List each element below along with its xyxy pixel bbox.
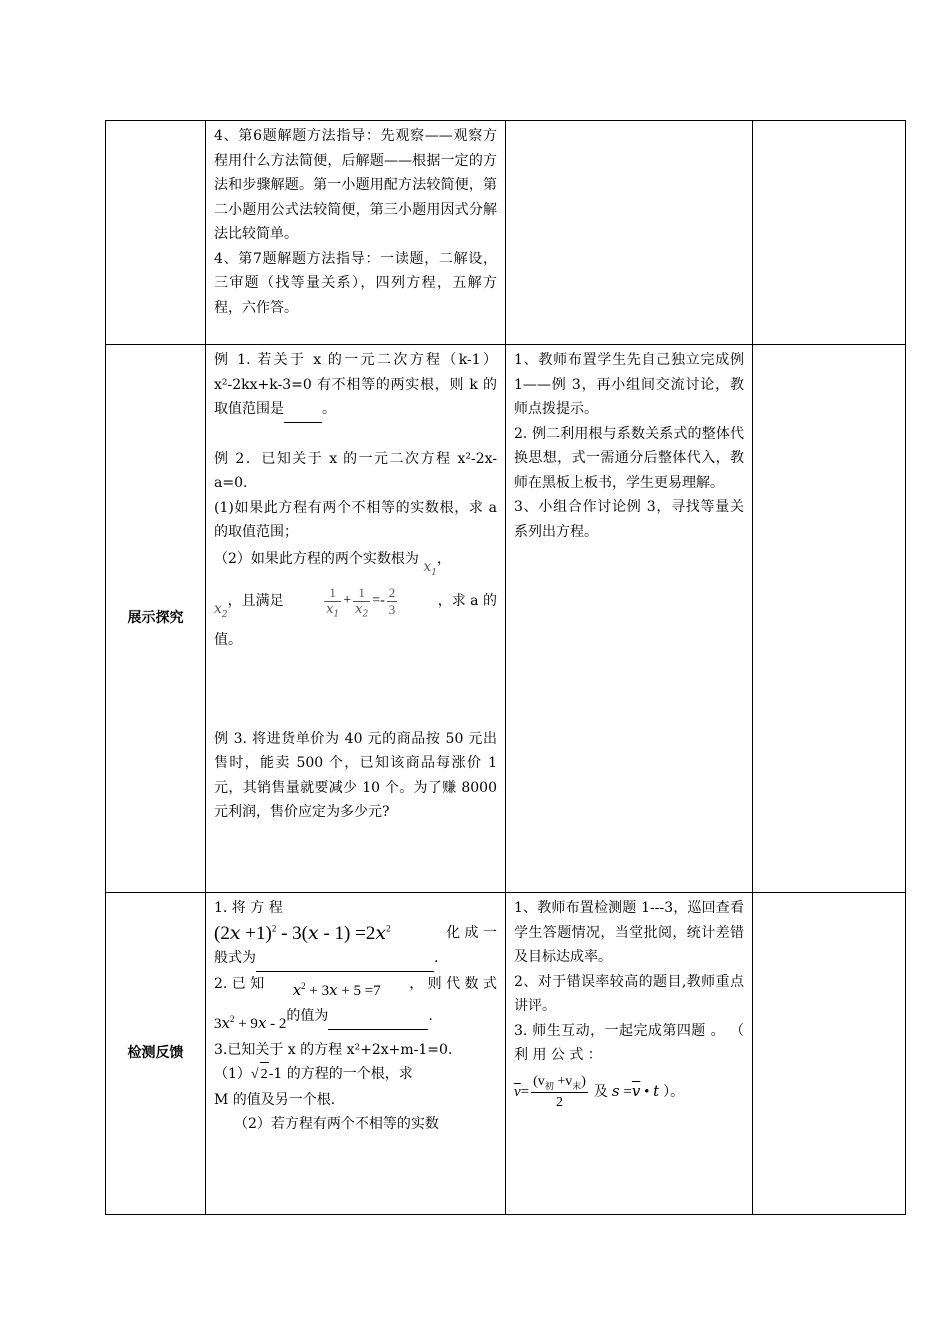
given-equation: $x^2 + 3x + 5 =7$ [292,980,381,999]
question-3-part1b: M 的值及另一个根. [214,1091,336,1108]
question-3-part2: （2）若方程有两个不相等的实数 [234,1116,439,1132]
question-3-intro: 3.已知关于 x 的方程 x²+2x+m-1=0. [214,1041,453,1058]
example-2-condition: $x_2$，且满足 $\frac{1}{x_1}$ + $\frac{1}{x_2}$ =- $\frac{2}{3}$ ，求 a 的 [214,585,497,621]
row-label-display: 展示探究 [106,345,206,893]
example-2-intro: 例 2．已知关于 x 的一元二次方程 x²-2x-a=0. [214,450,497,491]
content-cell [206,345,506,893]
label-cell-empty [106,121,206,345]
content-cell [206,121,506,345]
expression: $3x^2 + 9x - 2$ [214,1014,287,1032]
equation-display: $(2x +1)^2 - 3(x - 1) =2x^2$ [214,921,391,944]
notes-cell [753,893,906,1215]
teacher-step-1: 1、教师布置学生先自己独立完成例 1——例 3，再小组间交流讨论，教师点拨提示。 [514,352,744,417]
table-row [106,121,906,345]
velocity-formula: $\overline{v}$ = $\frac{(v_初 +v_末)}{2}$ 及 $s =\overline{v}$ • t ）。 [514,1073,685,1110]
method-guide-7: 4、第7题解题方法指导：一读题，二解设，三审题（找等量关系），四列方程，五解方程，六作答。 [214,250,497,316]
table-row [106,345,906,893]
question-1a: 1. 将 方 程 [214,900,283,916]
teacher-cell [506,893,753,1215]
teacher-step-3: 3、小组合作讨论例 3，寻找等量关系列出方程。 [514,499,744,540]
question-3-part1: （1）√ 2-1 的方程的一个根，求 [214,1062,497,1088]
content-cell [206,893,506,1215]
notes-cell [753,345,906,893]
example-2-value: 值。 [214,632,242,648]
teacher-step-2: 2、对于错误率较高的题目,教师重点讲评。 [514,973,744,1014]
answer-blank [284,397,322,423]
x1-symbol: $x_1$ [423,558,438,578]
table-row [106,893,906,1215]
example-2-q1: (1)如果此方程有两个不相等的实数根，求 a 的取值范围； [214,499,497,540]
teacher-step-2: 2. 例二利用根与系数关系式的整体代换思想，式一需通分后整体代入，教师在黑板上板书，学生更易理解。 [514,425,744,491]
example-1: 例 1. 若关于 x 的一元二次方程（k-1）x²-2kx+k-3=0 有不相等的两实根，则 k 的取值范围是 。 [214,348,497,423]
row-label-feedback: 检测反馈 [106,893,206,1215]
teacher-cell [506,121,753,345]
answer-blank [328,1004,428,1030]
lesson-plan-table [105,120,906,1215]
example-3: 例 3. 将进货单价为 40 元的商品按 50 元出售时，能卖 500 个，已知该商品每涨价 1 元，其销售量就要减少 10 个。为了赚 8000 元利润，售价应定为多少元? [214,730,497,820]
notes-cell [753,121,906,345]
question-1-answer: 般式为 . [214,946,497,972]
question-2: 2. 已 知 $x^2 + 3x + 5 =7$ ， 则 代 数 式 [214,972,497,998]
teacher-cell [506,345,753,893]
question-2-answer: $3x^2 + 9x - 2$的值为 . [214,1003,497,1030]
answer-blank [256,946,434,972]
teacher-step-3: 3. 师生互动，一起完成第四题 。 （ 利 用 公 式 ： [514,1022,744,1063]
example-2-q2: （2）如果此方程的两个实数根为 $x_1$， [214,550,452,578]
fraction-equation: $\frac{1}{x_1}$ + $\frac{1}{x_2}$ =- $\frac{2}{3}$ [326,585,396,620]
teacher-step-1: 1、教师布置检测题 1---3，巡回查看学生答题情况，当堂批阅，统计差错及目标达成率。 [514,900,744,965]
method-guide-6: 4、第6题解题方法指导：先观察——观察方程用什么方法简便，后解题——根据一定的方法和步骤解题。第一小题用配方法较简便，第二小题用公式法较简便，第三小题用因式分解法比较简单。 [214,128,497,242]
question-1-equation: $(2x +1)^2 - 3(x - 1) =2x^2$ 化 成 一 [214,921,497,947]
